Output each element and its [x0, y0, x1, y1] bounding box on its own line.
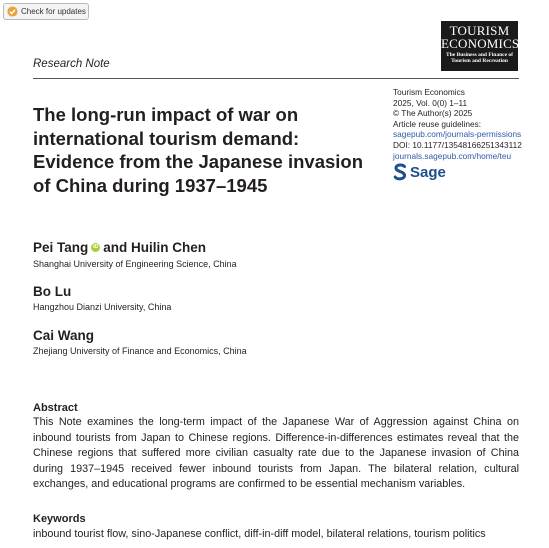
author-affiliation: Zhejiang University of Finance and Economics, China — [33, 346, 247, 356]
orcid-icon[interactable]: iD — [93, 244, 99, 250]
abstract-text: This Note examines the long-term impact of the Japanese War of Aggression against China on inbound tourists from Japan to Chinese regions. Difference-in-differences estimates reveal that the Chinese regions that suffered more civilian casualty rate due to the Japanese invasion of China during 1937–1945 received fewer inbound tourists from Japan. The bilateral relation, cultural exchanges, and educational programs are confirmed to be essential mechanism variables. — [33, 416, 519, 490]
permissions-link[interactable]: sagepub.com/journals-permissions — [393, 129, 522, 140]
doi: DOI: 10.1177/13548166251343112 — [393, 139, 522, 150]
logo-line2: ECONOMICS — [441, 36, 520, 51]
abstract-heading: Abstract — [33, 402, 78, 414]
author-affiliation: Hangzhou Dianzi University, China — [33, 302, 172, 312]
volume-info: 2025, Vol. 0(0) 1–11 — [393, 97, 468, 108]
sage-s-icon — [393, 163, 407, 181]
keywords-heading: Keywords — [33, 513, 86, 525]
logo-line1: TOURISM — [449, 23, 510, 38]
header-divider — [33, 78, 519, 79]
check-updates-icon — [7, 6, 18, 17]
author-name[interactable]: and Huilin Chen — [103, 240, 207, 255]
copyright: © The Author(s) 2025 — [393, 108, 473, 119]
article-title: The long-run impact of war on international tourism demand: Evidence from the Japanese invasion of China during 1937–1945 — [33, 104, 364, 196]
author-affiliation: Shanghai University of Engineering Science, China — [33, 259, 237, 269]
journal-name: Tourism Economics — [393, 87, 465, 97]
logo-line3: The Business and Finance of Tourism and Recreation — [446, 52, 513, 64]
check-updates-label: Check for updates — [21, 7, 86, 16]
article-metadata — [393, 87, 522, 161]
author-line-3 — [33, 328, 94, 343]
check-for-updates-button[interactable] — [3, 3, 89, 20]
author-line-1 — [33, 240, 206, 255]
journal-logo — [441, 21, 518, 71]
author-name[interactable]: Bo Lu — [33, 284, 72, 299]
publisher-name: Sage — [410, 163, 446, 181]
section-label: Research Note — [33, 58, 110, 70]
author-name[interactable]: Cai Wang — [33, 328, 95, 343]
author-name[interactable]: Pei Tang — [33, 240, 89, 255]
author-line-2 — [33, 284, 71, 299]
journal-homepage-link[interactable]: journals.sagepub.com/home/teu — [393, 150, 512, 161]
reuse-label: Article reuse guidelines: — [393, 118, 482, 129]
keywords-text: inbound tourist flow, sino-Japanese conflict, diff-in-diff model, bilateral relations, tourism politics — [33, 528, 486, 540]
sage-logo — [393, 163, 446, 181]
